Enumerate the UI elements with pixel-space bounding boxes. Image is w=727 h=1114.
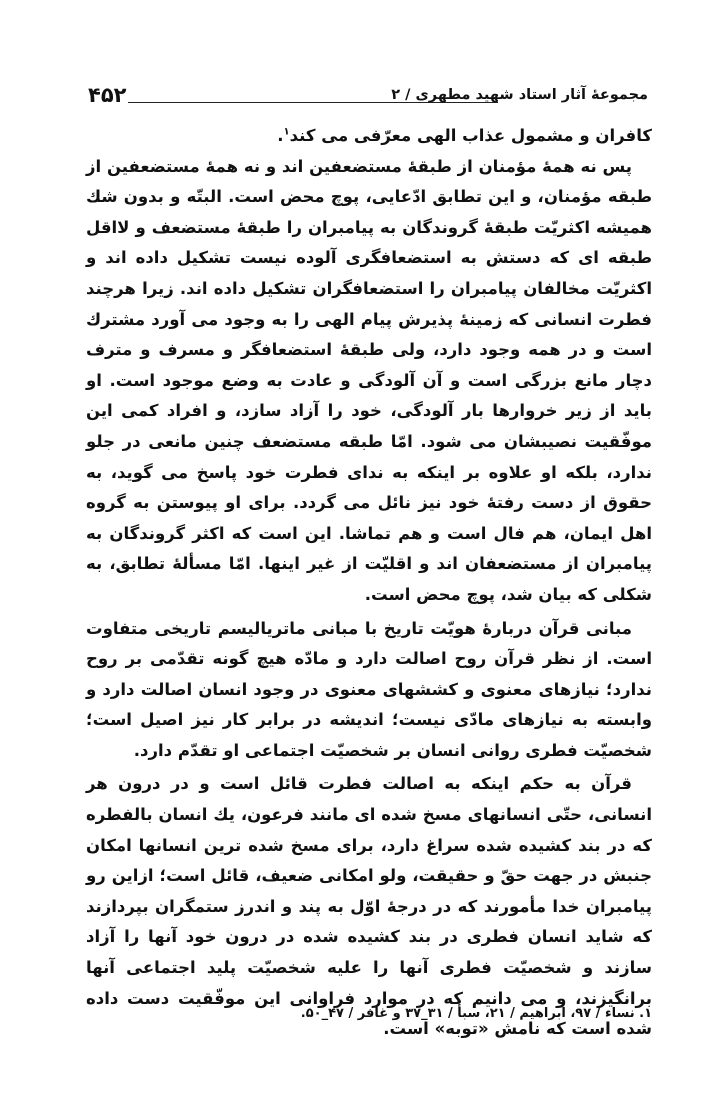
body-text [86,121,652,1045]
paragraph-1: کافران و مشمول عذاب الهی معرّفی می کند$^۱$. [277,126,652,145]
page-number: ۴۵۲ [88,83,127,107]
paragraph-3: مبانی قرآن دربارهٔ هویّت تاریخ با مبانی ماتریالیسم تاریخی متفاوت است. از نظر قرآن روح اصالت دارد و مادّه هیچ گونه تقدّمی بر روح ندارد؛ نیازهای معنوی و کششهای معنوی در وجود انسان اصالت دارد و وابسته به نیازهای مادّی نیست؛ اندیشه در برابر کار نیز اصیل است؛ شخصیّت فطری روانی انسان بر شخصیّت اجتماعی او تقدّم دارد. [86,618,652,760]
footnote: ۱. نساء / ۹۷، ابراهیم / ۲۱، سبأ / ۳۱_۳۷ و غافر / ۴۷_۵۰. [300,1006,652,1021]
footnote-reference: ۱ [283,126,290,138]
page-header [88,82,648,108]
running-title: مجموعهٔ آثار استاد شهید مطهری / ۲ [391,87,648,103]
paragraph-4: قرآن به حکم اینکه به اصالت فطرت قائل است و در درون هر انسانی، حتّی انسانهای مسخ شده ای مانند فرعون، یك انسان بالفطره که در بند کشیده شده سراغ دارد، برای مسخ شده ترین انسانها امکان جنبش در جهت حقّ و حقیقت، ولو امکانی ضعیف، قائل است؛ ازاین رو پیامبران خدا مأمورند که در درجهٔ اوّل به پند و اندرز ستمگران بپردازند که شاید انسان فطری در بند کشیده شده در درون خود آنها را آزاد سازند و شخصیّت فطری آنها را علیه شخصیّت پلید اجتماعی آنها برانگیزند، و می دانیم که در موارد فراوانی این موفّقیت دست داده شده است که نامش «توبه» است. [86,774,652,1039]
paragraph-2: پس نه همهٔ مؤمنان از طبقهٔ مستضعفین اند و نه همهٔ مستضعفین از طبقه مؤمنان، و این تطابق ادّعایی، پوچ محض است. البتّه و بدون شك همیشه اکثریّت طبقهٔ گروندگان به پیامبران را طبقهٔ مستضعف و لااقل طبقه ای که دستش به استضعافگری آلوده نیست تشکیل داده اند و اکثریّت مخالفان پیامبران را استضعافگران تشکیل داده اند. زیرا هرچند فطرت انسانی که زمینهٔ پذیرش پیام الهی را به وجود می آورد مشترك است و در همه وجود دارد، ولی طبقهٔ استضعافگر و مسرف و مترف دچار مانع بزرگی است و آن آلودگی و عادت به وضع موجود است. او باید از زیر خروارها بار آلودگی، خود را آزاد سازد، و افراد کمی این موفّقیت نصیبشان می شود. امّا طبقه مستضعف چنین مانعی در جلو ندارد، بلکه او علاوه بر اینکه به ندای فطرت خود پاسخ می گوید، به حقوق از دست رفتهٔ خود نیز نائل می گردد. برای او پیوستن به گروه اهل ایمان، هم فال است و هم تماشا. این است که اکثر گروندگان به پیامبران از مستضعفان اند و اقلیّت از غیر اینها. امّا مسألهٔ تطابق، به شکلی که بیان شد، پوچ محض است. [86,156,652,604]
paragraph-1-text: کافران و مشمول عذاب الهی معرّفی می کند [289,126,652,145]
